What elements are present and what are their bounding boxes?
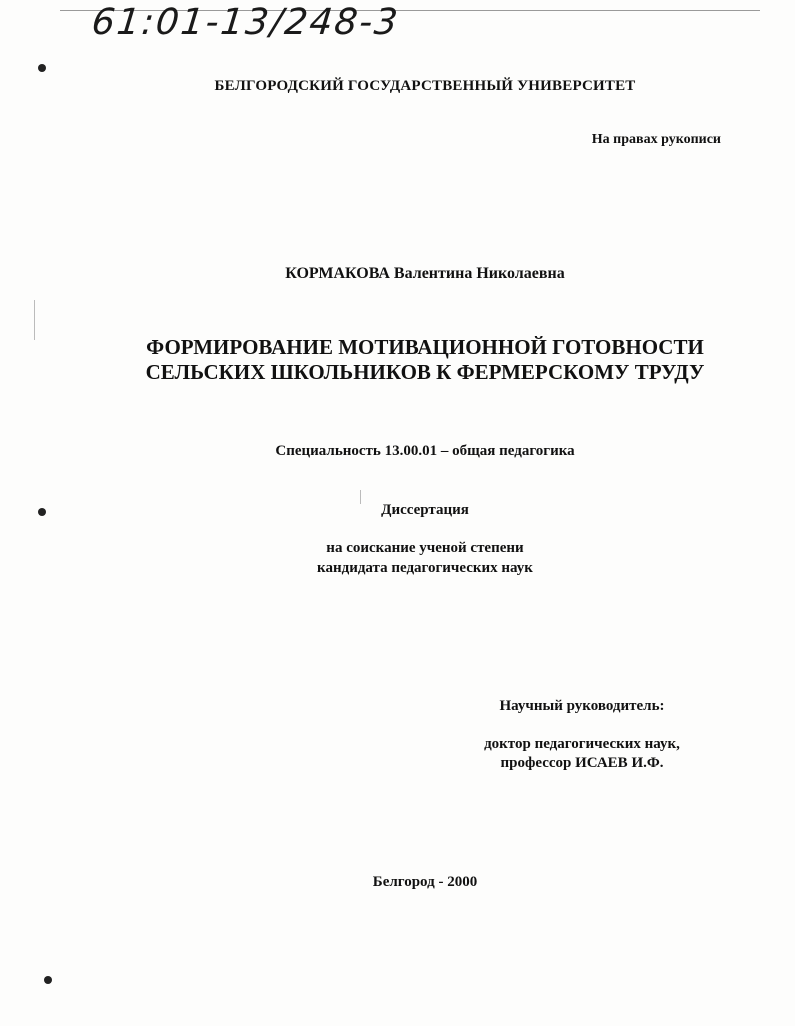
supervisor-details	[462, 735, 702, 773]
supervisor-name: профессор ИСАЕВ И.Ф.	[500, 755, 664, 771]
catalog-number-handwritten: 61:01-13/248-3	[89, 2, 402, 43]
title-line: ФОРМИРОВАНИЕ МОТИВАЦИОННОЙ ГОТОВНОСТИ	[146, 335, 704, 359]
supervisor-degree: доктор педагогических наук,	[484, 736, 680, 752]
degree-line: на соискание ученой степени	[326, 540, 524, 556]
degree-statement	[0, 538, 795, 578]
rights-note: На правах рукописи	[591, 132, 721, 147]
author-name	[0, 265, 795, 283]
author-surname: КОРМАКОВА	[285, 265, 390, 282]
university-name: БЕЛГОРОДСКИЙ ГОСУДАРСТВЕННЫЙ УНИВЕРСИТЕТ	[214, 78, 636, 94]
document-type: Диссертация	[381, 502, 469, 518]
author-given-names: Валентина Николаевна	[393, 265, 565, 282]
dissertation-title	[0, 335, 795, 385]
specialty: Специальность 13.00.01 – общая педагогика	[275, 443, 575, 459]
city-year: Белгород - 2000	[372, 874, 478, 890]
scan-artifact	[34, 300, 35, 340]
punch-hole-mark-top	[38, 64, 46, 72]
punch-hole-mark-bottom	[44, 976, 52, 984]
title-line: СЕЛЬСКИХ ШКОЛЬНИКОВ К ФЕРМЕРСКОМУ ТРУДУ	[145, 360, 705, 384]
supervisor-label: Научный руководитель:	[499, 698, 665, 714]
degree-line: кандидата педагогических наук	[317, 560, 533, 576]
